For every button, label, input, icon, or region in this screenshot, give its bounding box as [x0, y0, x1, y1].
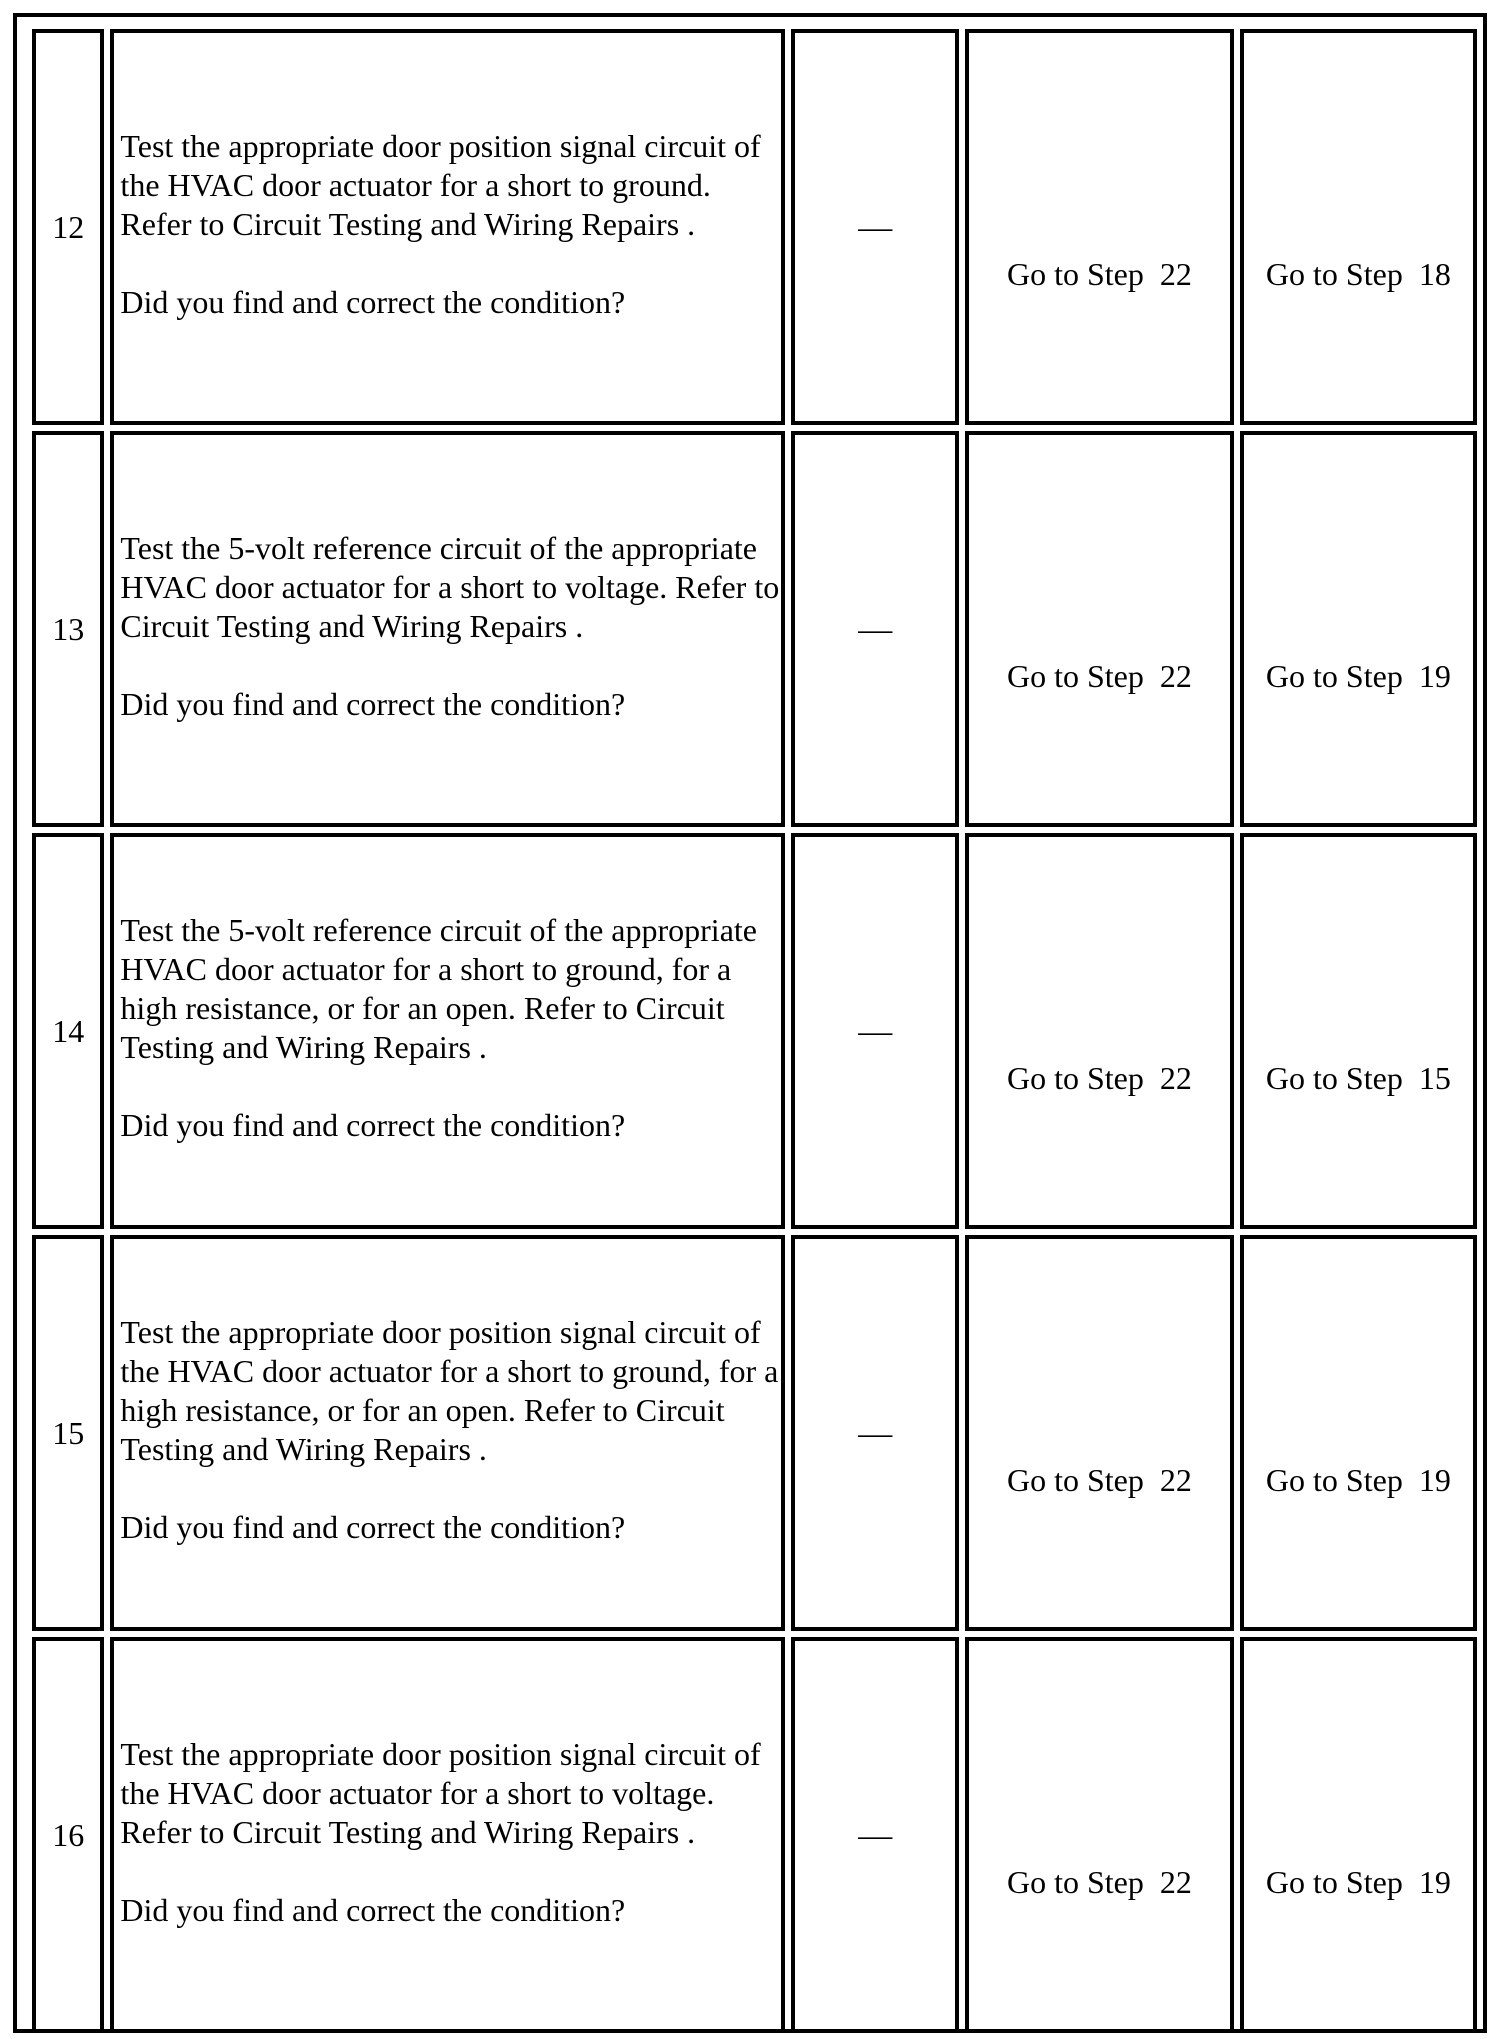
step-number-cell — [32, 1235, 104, 1631]
no-cell — [1240, 431, 1477, 827]
no-goto-text: Go to Step 19 — [1265, 1863, 1451, 1900]
action-question: Did you find and correct the condition? — [120, 1509, 626, 1545]
step-number: 12 — [52, 208, 85, 245]
value-cell — [791, 1235, 959, 1631]
action-question: Did you find and correct the condition? — [120, 1107, 626, 1143]
action-text: Test the appropriate door position signal circuit of the HVAC door actuator for a short to ground. Refer to Circuit Testing and Wiring Repairs . — [120, 127, 761, 242]
no-goto-text: Go to Step 19 — [1265, 657, 1451, 694]
action-question: Did you find and correct the condition? — [120, 1891, 626, 1928]
value-cell — [791, 833, 959, 1229]
no-cell — [1240, 1235, 1477, 1631]
yes-cell — [965, 1235, 1234, 1631]
step-number: 14 — [52, 1012, 85, 1049]
action-cell — [110, 29, 785, 425]
no-goto-text: Go to Step 19 — [1265, 1461, 1451, 1498]
no-cell — [1240, 1637, 1477, 2033]
action-text: Test the 5-volt reference circuit of the appropriate HVAC door actuator for a short to voltage. Refer to Circuit Testing and Wiring Repairs . — [120, 529, 780, 644]
table-row — [32, 1235, 1477, 1631]
value-cell — [791, 29, 959, 425]
action-question: Did you find and correct the condition? — [120, 283, 626, 320]
yes-cell — [965, 431, 1234, 827]
value-text: — — [858, 610, 893, 648]
table-row — [32, 1637, 1477, 2033]
yes-goto-text: Go to Step 22 — [1006, 255, 1192, 292]
action-cell — [110, 431, 785, 827]
diagnostic-table-frame — [13, 13, 1487, 2033]
table-row — [32, 431, 1477, 827]
value-text: — — [858, 1816, 893, 1854]
step-number: 15 — [52, 1414, 85, 1451]
step-number-cell — [32, 29, 104, 425]
value-text: — — [858, 1414, 893, 1452]
action-text: Test the appropriate door position signal circuit of the HVAC door actuator for a short to voltage. Refer to Circuit Testing and Wiring Repairs . — [120, 1735, 761, 1850]
action-text: Test the 5-volt reference circuit of the appropriate HVAC door actuator for a short to ground, for a high resistance, or for an open. Refer to Circuit Testing and Wiring Repairs . — [120, 912, 757, 1065]
table-row — [32, 29, 1477, 425]
no-cell — [1240, 833, 1477, 1229]
table-row — [32, 833, 1477, 1229]
no-goto-text: Go to Step 15 — [1265, 1059, 1451, 1096]
value-cell — [791, 1637, 959, 2033]
yes-goto-text: Go to Step 22 — [1006, 657, 1192, 694]
yes-goto-text: Go to Step 22 — [1006, 1461, 1192, 1498]
action-cell — [110, 1637, 785, 2033]
value-text: — — [858, 1012, 893, 1050]
value-text: — — [858, 208, 893, 246]
diagnostic-steps-table — [26, 23, 1483, 2039]
step-number: 13 — [52, 610, 85, 647]
yes-goto-text: Go to Step 22 — [1006, 1863, 1192, 1900]
action-text: Test the appropriate door position signal circuit of the HVAC door actuator for a short to ground, for a high resistance, or for an open. Refer to Circuit Testing and Wiring Repairs . — [120, 1314, 779, 1467]
step-number-cell — [32, 431, 104, 827]
step-number-cell — [32, 1637, 104, 2033]
action-question: Did you find and correct the condition? — [120, 685, 626, 722]
yes-cell — [965, 1637, 1234, 2033]
action-cell — [110, 833, 785, 1229]
no-cell — [1240, 29, 1477, 425]
value-cell — [791, 431, 959, 827]
yes-goto-text: Go to Step 22 — [1006, 1059, 1192, 1096]
yes-cell — [965, 833, 1234, 1229]
no-goto-text: Go to Step 18 — [1265, 255, 1451, 292]
action-cell — [110, 1235, 785, 1631]
yes-cell — [965, 29, 1234, 425]
step-number: 16 — [52, 1816, 85, 1853]
step-number-cell — [32, 833, 104, 1229]
